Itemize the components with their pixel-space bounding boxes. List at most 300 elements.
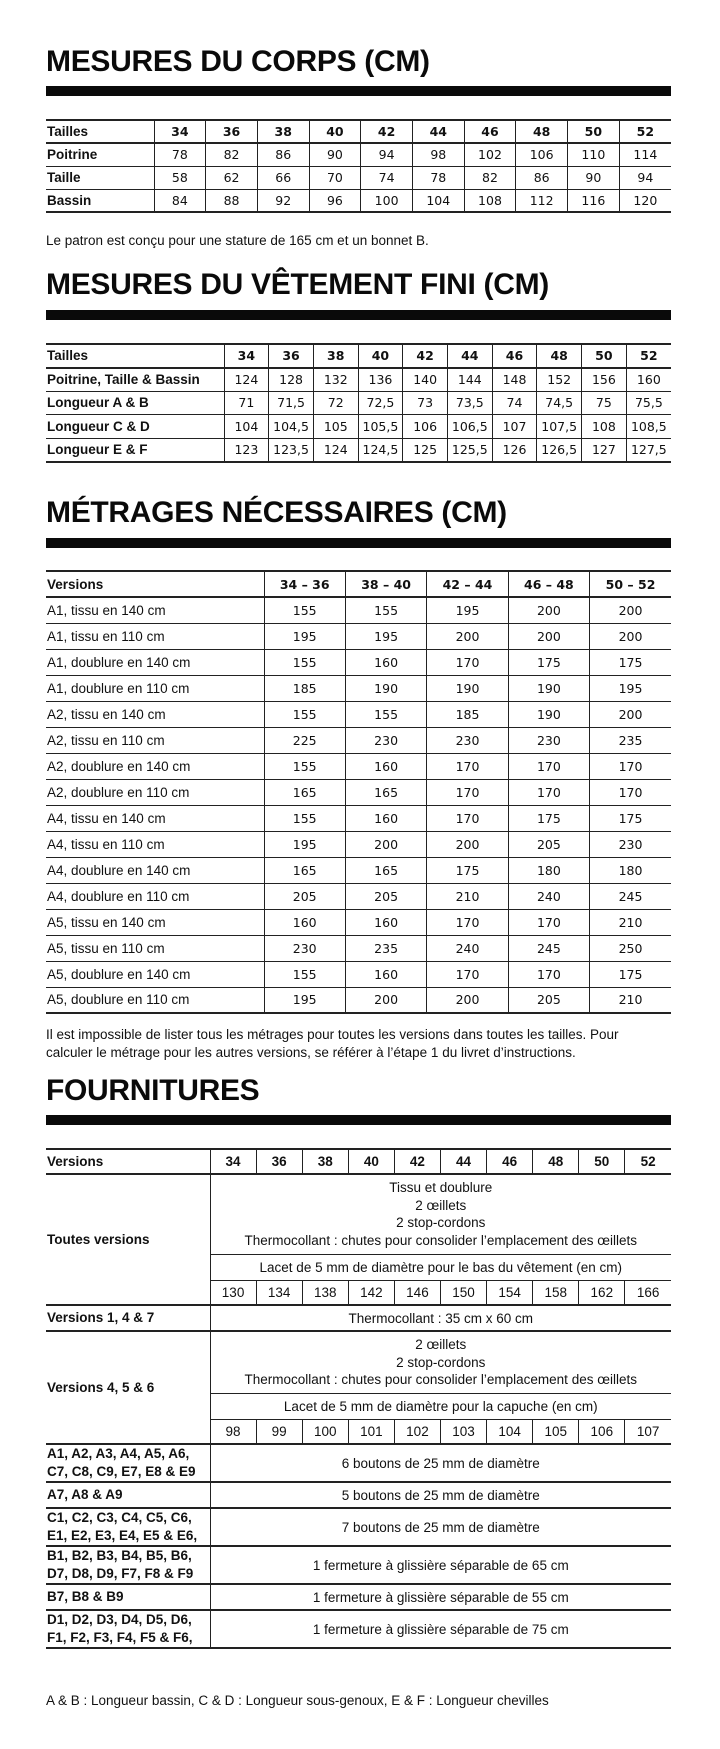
supplies-title: FOURNITURES <box>46 1074 260 1107</box>
lace-length-cell: 106 <box>579 1419 625 1444</box>
table-cell: 73 <box>403 391 448 415</box>
table-row <box>46 1331 671 1393</box>
table-header-row <box>46 120 671 143</box>
table-cell: 160 <box>345 753 426 779</box>
table-cell: 170 <box>508 961 589 987</box>
table-cell: 71 <box>224 391 269 415</box>
table-cell: 114 <box>619 143 671 166</box>
table-row <box>46 727 671 753</box>
size-header: 38 – 40 <box>345 571 426 597</box>
row-label-line: C1, C2, C3, C4, C5, C6, <box>47 1510 192 1525</box>
table-cell: 185 <box>427 701 508 727</box>
row-label-line: A7, A8 & A9 <box>47 1487 123 1502</box>
table-cell: 170 <box>427 779 508 805</box>
table-cell: 200 <box>427 623 508 649</box>
table-cell: 100 <box>361 189 413 212</box>
table-cell: 195 <box>264 623 345 649</box>
lace-length-cell: 134 <box>256 1280 302 1305</box>
size-header: 48 <box>537 344 582 368</box>
lace-length-cell: 166 <box>625 1280 671 1305</box>
table-cell: 195 <box>590 675 671 701</box>
table-cell: 185 <box>264 675 345 701</box>
table-cell: 62 <box>206 166 258 189</box>
table-cell: 165 <box>264 779 345 805</box>
table-cell: 190 <box>508 675 589 701</box>
table-row <box>46 1546 671 1584</box>
table-row <box>46 883 671 909</box>
size-header: 46 <box>492 344 537 368</box>
body-measurements-table <box>46 119 671 213</box>
size-header: 36 <box>206 120 258 143</box>
supply-description <box>210 1331 671 1393</box>
table-cell: 132 <box>313 368 358 392</box>
size-header: 40 <box>358 344 403 368</box>
lace-label: Lacet de 5 mm de diamètre pour le bas du vêtement (en cm) <box>210 1254 671 1280</box>
table-cell: 124 <box>224 368 269 392</box>
size-header: 46 <box>487 1149 533 1174</box>
size-header: 36 <box>269 344 314 368</box>
lace-length-cell: 107 <box>625 1419 671 1444</box>
row-label <box>46 1610 210 1648</box>
size-header: 34 <box>210 1149 256 1174</box>
table-cell: 107 <box>492 415 537 439</box>
table-cell: 170 <box>427 805 508 831</box>
table-cell: 144 <box>447 368 492 392</box>
size-header: 38 <box>302 1149 348 1174</box>
lace-length-cell: 154 <box>487 1280 533 1305</box>
supply-description: 5 boutons de 25 mm de diamètre <box>210 1482 671 1508</box>
header-label: Versions <box>46 1149 210 1174</box>
row-label: A4, tissu en 110 cm <box>46 831 264 857</box>
table-cell: 200 <box>345 987 426 1013</box>
table-cell: 165 <box>345 857 426 883</box>
row-label: Toutes versions <box>46 1174 210 1305</box>
table-cell: 170 <box>508 753 589 779</box>
table-cell: 58 <box>154 166 206 189</box>
table-cell: 245 <box>508 935 589 961</box>
size-header: 42 <box>394 1149 440 1174</box>
table-cell: 200 <box>590 623 671 649</box>
table-cell: 90 <box>309 143 361 166</box>
table-row <box>46 1174 671 1254</box>
row-label: A4, doublure en 110 cm <box>46 883 264 909</box>
row-label-line: C7, C8, C9, E7, E8 & E9 <box>47 1464 196 1479</box>
section-divider <box>46 1115 671 1125</box>
table-cell: 127,5 <box>626 438 671 462</box>
table-cell: 75,5 <box>626 391 671 415</box>
table-cell: 200 <box>345 831 426 857</box>
table-row <box>46 753 671 779</box>
table-cell: 124 <box>313 438 358 462</box>
row-label-line: A1, A2, A3, A4, A5, A6, <box>47 1446 190 1461</box>
table-row <box>46 779 671 805</box>
table-cell: 125,5 <box>447 438 492 462</box>
supplies-table <box>46 1148 671 1649</box>
supply-description: 6 boutons de 25 mm de diamètre <box>210 1444 671 1482</box>
row-label: A1, doublure en 140 cm <box>46 649 264 675</box>
size-header: 38 <box>313 344 358 368</box>
table-cell: 104,5 <box>269 415 314 439</box>
table-cell: 90 <box>568 166 620 189</box>
size-header: 40 <box>348 1149 394 1174</box>
table-cell: 108 <box>464 189 516 212</box>
table-cell: 230 <box>508 727 589 753</box>
table-cell: 200 <box>590 701 671 727</box>
table-cell: 108 <box>582 415 627 439</box>
table-cell: 86 <box>257 143 309 166</box>
row-label: Poitrine, Taille & Bassin <box>46 368 224 392</box>
table-cell: 92 <box>257 189 309 212</box>
table-cell: 230 <box>590 831 671 857</box>
table-cell: 78 <box>154 143 206 166</box>
table-cell: 170 <box>427 961 508 987</box>
row-label: A4, doublure en 140 cm <box>46 857 264 883</box>
lace-length-cell: 98 <box>210 1419 256 1444</box>
finished-garment-table <box>46 343 671 463</box>
table-cell: 195 <box>264 987 345 1013</box>
size-header: 44 <box>447 344 492 368</box>
table-cell: 200 <box>427 831 508 857</box>
table-row <box>46 415 671 439</box>
table-cell: 170 <box>427 753 508 779</box>
table-cell: 84 <box>154 189 206 212</box>
table-cell: 170 <box>427 649 508 675</box>
table-cell: 155 <box>264 649 345 675</box>
row-label: A5, doublure en 140 cm <box>46 961 264 987</box>
row-label: Longueur C & D <box>46 415 224 439</box>
lace-length-cell: 100 <box>302 1419 348 1444</box>
table-cell: 200 <box>590 597 671 623</box>
table-cell: 170 <box>508 779 589 805</box>
table-cell: 175 <box>508 805 589 831</box>
lace-length-cell: 142 <box>348 1280 394 1305</box>
size-header: 42 <box>403 344 448 368</box>
table-row <box>46 368 671 392</box>
table-cell: 180 <box>590 857 671 883</box>
supply-line: Thermocollant : chutes pour consolider l’emplacement des œillets <box>244 1372 637 1387</box>
size-header: 34 <box>154 120 206 143</box>
table-cell: 225 <box>264 727 345 753</box>
row-label-line: F1, F2, F3, F4, F5 & F6, <box>47 1630 193 1645</box>
table-cell: 155 <box>264 805 345 831</box>
lace-length-cell: 138 <box>302 1280 348 1305</box>
table-header-row <box>46 344 671 368</box>
row-label-line: B1, B2, B3, B4, B5, B6, <box>47 1548 192 1563</box>
supply-line: 2 stop-cordons <box>396 1354 486 1370</box>
table-row <box>46 189 671 212</box>
size-header: 52 <box>625 1149 671 1174</box>
row-label <box>46 1584 210 1610</box>
table-cell: 180 <box>508 857 589 883</box>
table-cell: 105,5 <box>358 415 403 439</box>
table-cell: 104 <box>412 189 464 212</box>
table-cell: 108,5 <box>626 415 671 439</box>
table-row <box>46 961 671 987</box>
table-cell: 200 <box>508 597 589 623</box>
size-header: 42 – 44 <box>427 571 508 597</box>
size-header: 38 <box>257 120 309 143</box>
lace-length-cell: 150 <box>440 1280 486 1305</box>
supply-line: 2 stop-cordons <box>396 1215 486 1231</box>
table-cell: 205 <box>508 987 589 1013</box>
table-cell: 72,5 <box>358 391 403 415</box>
table-cell: 70 <box>309 166 361 189</box>
body-measurements-note: Le patron est conçu pour une stature de 165 cm et un bonnet B. <box>46 233 429 248</box>
table-cell: 126 <box>492 438 537 462</box>
table-row <box>46 935 671 961</box>
table-cell: 175 <box>590 649 671 675</box>
table-row <box>46 1610 671 1648</box>
table-cell: 160 <box>345 961 426 987</box>
supply-description: 1 fermeture à glissière séparable de 65 cm <box>210 1546 671 1584</box>
table-cell: 245 <box>590 883 671 909</box>
table-row <box>46 857 671 883</box>
supply-description: Thermocollant : 35 cm x 60 cm <box>210 1305 671 1331</box>
table-header-row <box>46 1149 671 1174</box>
row-label: Versions 1, 4 & 7 <box>46 1305 210 1331</box>
row-label-line: D7, D8, D9, F7, F8 & F9 <box>47 1566 194 1581</box>
row-label: A5, tissu en 110 cm <box>46 935 264 961</box>
table-cell: 82 <box>206 143 258 166</box>
table-cell: 200 <box>427 987 508 1013</box>
header-label: Tailles <box>46 344 224 368</box>
lace-length-cell: 130 <box>210 1280 256 1305</box>
table-cell: 155 <box>264 961 345 987</box>
lace-length-cell: 158 <box>533 1280 579 1305</box>
supply-description: 1 fermeture à glissière séparable de 75 cm <box>210 1610 671 1648</box>
table-cell: 94 <box>361 143 413 166</box>
table-cell: 160 <box>264 909 345 935</box>
table-row <box>46 1584 671 1610</box>
supply-description <box>210 1174 671 1254</box>
lace-length-cell: 162 <box>579 1280 625 1305</box>
table-cell: 155 <box>264 701 345 727</box>
table-cell: 71,5 <box>269 391 314 415</box>
section-divider <box>46 538 671 548</box>
row-label: Taille <box>46 166 154 189</box>
size-header: 48 <box>516 120 568 143</box>
table-row <box>46 623 671 649</box>
table-row <box>46 649 671 675</box>
table-row <box>46 909 671 935</box>
table-cell: 210 <box>590 987 671 1013</box>
table-row <box>46 987 671 1013</box>
table-cell: 156 <box>582 368 627 392</box>
table-cell: 74 <box>492 391 537 415</box>
size-header: 44 <box>412 120 464 143</box>
supply-line: 2 œillets <box>415 1337 467 1352</box>
size-header: 52 <box>619 120 671 143</box>
table-cell: 110 <box>568 143 620 166</box>
size-header: 48 <box>533 1149 579 1174</box>
table-cell: 148 <box>492 368 537 392</box>
table-cell: 235 <box>345 935 426 961</box>
table-cell: 195 <box>427 597 508 623</box>
row-label <box>46 1508 210 1546</box>
row-label: A2, doublure en 140 cm <box>46 753 264 779</box>
yardage-note-line2: calculer le métrage pour les autres versions, se référer à l’étape 1 du livret d’instructions. <box>46 1045 576 1060</box>
size-header: 52 <box>626 344 671 368</box>
table-cell: 170 <box>590 753 671 779</box>
row-label: A1, doublure en 110 cm <box>46 675 264 701</box>
lace-length-cell: 99 <box>256 1419 302 1444</box>
supply-line: Thermocollant : chutes pour consolider l’emplacement des œillets <box>244 1232 637 1248</box>
row-label: Versions 4, 5 & 6 <box>46 1331 210 1444</box>
table-row <box>46 1444 671 1482</box>
row-label <box>46 1482 210 1508</box>
table-cell: 160 <box>345 909 426 935</box>
table-cell: 170 <box>590 779 671 805</box>
body-measurements-title: MESURES DU CORPS (CM) <box>46 45 430 78</box>
finished-garment-title: MESURES DU VÊTEMENT FINI (CM) <box>46 268 549 301</box>
table-cell: 190 <box>427 675 508 701</box>
table-cell: 94 <box>619 166 671 189</box>
table-cell: 127 <box>582 438 627 462</box>
table-row <box>46 438 671 462</box>
row-label <box>46 1444 210 1482</box>
table-cell: 205 <box>264 883 345 909</box>
yardage-note-line1: Il est impossible de lister tous les métrages pour toutes les versions dans toutes les tailles. Pour <box>46 1027 619 1042</box>
size-header: 50 – 52 <box>590 571 671 597</box>
table-cell: 230 <box>427 727 508 753</box>
yardage-table <box>46 570 671 1014</box>
table-cell: 140 <box>403 368 448 392</box>
table-cell: 152 <box>537 368 582 392</box>
supply-line: 2 œillets <box>415 1197 467 1213</box>
section-divider <box>46 86 671 96</box>
row-label: Bassin <box>46 189 154 212</box>
table-cell: 74 <box>361 166 413 189</box>
size-header: 34 <box>224 344 269 368</box>
table-cell: 235 <box>590 727 671 753</box>
table-cell: 136 <box>358 368 403 392</box>
yardage-note <box>46 1026 671 1062</box>
table-cell: 123 <box>224 438 269 462</box>
size-header: 44 <box>440 1149 486 1174</box>
table-cell: 123,5 <box>269 438 314 462</box>
table-row <box>46 166 671 189</box>
size-header: 46 – 48 <box>508 571 589 597</box>
lace-label: Lacet de 5 mm de diamètre pour la capuche (en cm) <box>210 1393 671 1419</box>
table-cell: 210 <box>590 909 671 935</box>
table-cell: 160 <box>345 805 426 831</box>
table-cell: 74,5 <box>537 391 582 415</box>
row-label: Longueur E & F <box>46 438 224 462</box>
row-label: A5, tissu en 140 cm <box>46 909 264 935</box>
table-cell: 106,5 <box>447 415 492 439</box>
table-row <box>46 1508 671 1546</box>
table-cell: 230 <box>345 727 426 753</box>
table-cell: 230 <box>264 935 345 961</box>
table-cell: 210 <box>427 883 508 909</box>
row-label: A1, tissu en 140 cm <box>46 597 264 623</box>
table-cell: 124,5 <box>358 438 403 462</box>
table-cell: 102 <box>464 143 516 166</box>
size-header: 50 <box>582 344 627 368</box>
table-cell: 205 <box>508 831 589 857</box>
row-label: Poitrine <box>46 143 154 166</box>
section-divider <box>46 310 671 320</box>
row-label-line: E1, E2, E3, E4, E5 & E6, <box>47 1528 198 1543</box>
lace-length-cell: 102 <box>394 1419 440 1444</box>
supply-description: 1 fermeture à glissière séparable de 55 cm <box>210 1584 671 1610</box>
row-label: A5, doublure en 110 cm <box>46 987 264 1013</box>
lace-length-cell: 105 <box>533 1419 579 1444</box>
lace-length-cell: 103 <box>440 1419 486 1444</box>
row-label-line: B7, B8 & B9 <box>47 1589 124 1604</box>
table-cell: 160 <box>345 649 426 675</box>
table-row <box>46 831 671 857</box>
size-header: 40 <box>309 120 361 143</box>
table-cell: 78 <box>412 166 464 189</box>
table-row <box>46 597 671 623</box>
table-cell: 200 <box>508 623 589 649</box>
row-label: A2, doublure en 110 cm <box>46 779 264 805</box>
size-header: 50 <box>568 120 620 143</box>
table-cell: 98 <box>412 143 464 166</box>
size-header: 36 <box>256 1149 302 1174</box>
size-header: 50 <box>579 1149 625 1174</box>
lace-length-cell: 101 <box>348 1419 394 1444</box>
table-cell: 86 <box>516 166 568 189</box>
table-cell: 125 <box>403 438 448 462</box>
lace-length-cell: 104 <box>487 1419 533 1444</box>
row-label: A2, tissu en 110 cm <box>46 727 264 753</box>
table-cell: 170 <box>508 909 589 935</box>
table-cell: 160 <box>626 368 671 392</box>
header-label: Versions <box>46 571 264 597</box>
size-header: 46 <box>464 120 516 143</box>
row-label: A1, tissu en 110 cm <box>46 623 264 649</box>
lace-length-cell: 146 <box>394 1280 440 1305</box>
table-cell: 126,5 <box>537 438 582 462</box>
table-cell: 105 <box>313 415 358 439</box>
table-cell: 165 <box>264 857 345 883</box>
table-row <box>46 1482 671 1508</box>
table-cell: 73,5 <box>447 391 492 415</box>
table-cell: 155 <box>264 753 345 779</box>
table-cell: 190 <box>508 701 589 727</box>
table-cell: 66 <box>257 166 309 189</box>
table-cell: 116 <box>568 189 620 212</box>
supply-description: 7 boutons de 25 mm de diamètre <box>210 1508 671 1546</box>
table-cell: 240 <box>427 935 508 961</box>
table-cell: 170 <box>427 909 508 935</box>
yardage-title: MÉTRAGES NÉCESSAIRES (CM) <box>46 496 507 529</box>
table-cell: 112 <box>516 189 568 212</box>
row-label: A4, tissu en 140 cm <box>46 805 264 831</box>
size-header: 34 – 36 <box>264 571 345 597</box>
table-cell: 195 <box>345 623 426 649</box>
table-cell: 82 <box>464 166 516 189</box>
footer-note: A & B : Longueur bassin, C & D : Longueur sous-genoux, E & F : Longueur chevilles <box>46 1693 549 1708</box>
table-cell: 96 <box>309 189 361 212</box>
size-header: 42 <box>361 120 413 143</box>
table-cell: 155 <box>264 597 345 623</box>
table-row <box>46 805 671 831</box>
row-label-line: D1, D2, D3, D4, D5, D6, <box>47 1612 192 1627</box>
table-row <box>46 701 671 727</box>
table-header-row <box>46 571 671 597</box>
table-row <box>46 675 671 701</box>
table-cell: 88 <box>206 189 258 212</box>
table-cell: 104 <box>224 415 269 439</box>
table-cell: 175 <box>590 805 671 831</box>
table-cell: 175 <box>427 857 508 883</box>
supply-line: Tissu et doublure <box>389 1180 493 1196</box>
table-row <box>46 1305 671 1331</box>
table-cell: 250 <box>590 935 671 961</box>
